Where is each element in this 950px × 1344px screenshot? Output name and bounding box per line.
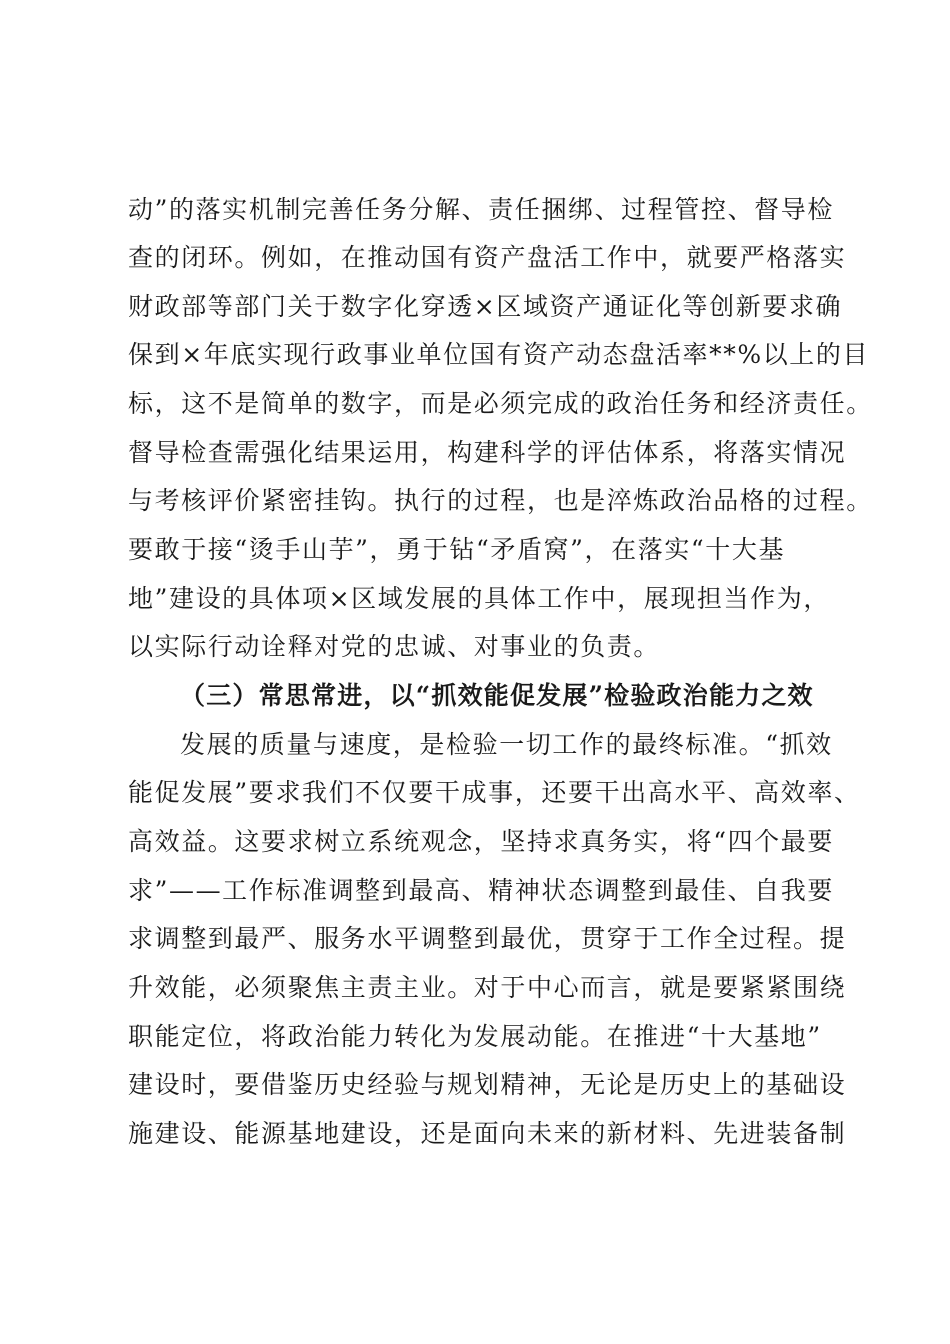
body-text-line: 高效益。这要求树立系统观念，坚持求真务实，将“四个最要 bbox=[128, 827, 834, 856]
body-text-line: 财政部等部门关于数字化穿透×区域资产通证化等创新要求确 bbox=[128, 292, 843, 321]
body-text-line: 求调整到最严、服务水平调整到最优，贯穿于工作全过程。提 bbox=[128, 924, 847, 953]
body-text-line: 职能定位，将政治能力转化为发展动能。在推进“十大基地” bbox=[128, 1022, 822, 1051]
body-text-line: 查的闭环。例如，在推动国有资产盘活工作中，就要严格落实 bbox=[128, 243, 847, 272]
body-text-line: 施建设、能源基地建设，还是面向未来的新材料、先进装备制 bbox=[128, 1119, 847, 1148]
body-text-line: 动”的落实机制完善任务分解、责任捆绑、过程管控、督导检 bbox=[128, 195, 834, 224]
body-text-line: 建设时，要借鉴历史经验与规划精神，无论是历史上的基础设 bbox=[128, 1070, 847, 1099]
body-text-line: 要敢于接“烫手山芋”，勇于钻“矛盾窝”，在落实“十大基 bbox=[128, 535, 786, 564]
body-text-line: 求”——工作标准调整到最高、精神状态调整到最佳、自我要 bbox=[128, 876, 834, 905]
body-text-line: 以实际行动诠释对党的忠诚、对事业的负责。 bbox=[128, 632, 661, 661]
body-text-line: 升效能，必须聚焦主责主业。对于中心而言，就是要紧紧围绕 bbox=[128, 973, 847, 1002]
body-text-line: 标，这不是简单的数字，而是必须完成的政治任务和经济责任。 bbox=[128, 389, 873, 418]
body-text-line: 与考核评价紧密挂钩。执行的过程，也是淬炼政治品格的过程。 bbox=[128, 486, 873, 515]
body-text-line: 保到×年底实现行政事业单位国有资产动态盘活率**%以上的目 bbox=[128, 340, 870, 369]
body-text-line: 能促发展”要求我们不仅要干成事，还要干出高水平、高效率、 bbox=[128, 778, 861, 807]
section-heading: （三）常思常进，以“抓效能促发展”检验政治能力之效 bbox=[180, 681, 814, 710]
body-text-line: 发展的质量与速度，是检验一切工作的最终标准。“抓效 bbox=[180, 730, 833, 759]
body-text-line: 督导检查需强化结果运用，构建科学的评估体系，将落实情况 bbox=[128, 438, 847, 467]
body-text-line: 地”建设的具体项×区域发展的具体工作中，展现担当作为， bbox=[128, 584, 830, 613]
